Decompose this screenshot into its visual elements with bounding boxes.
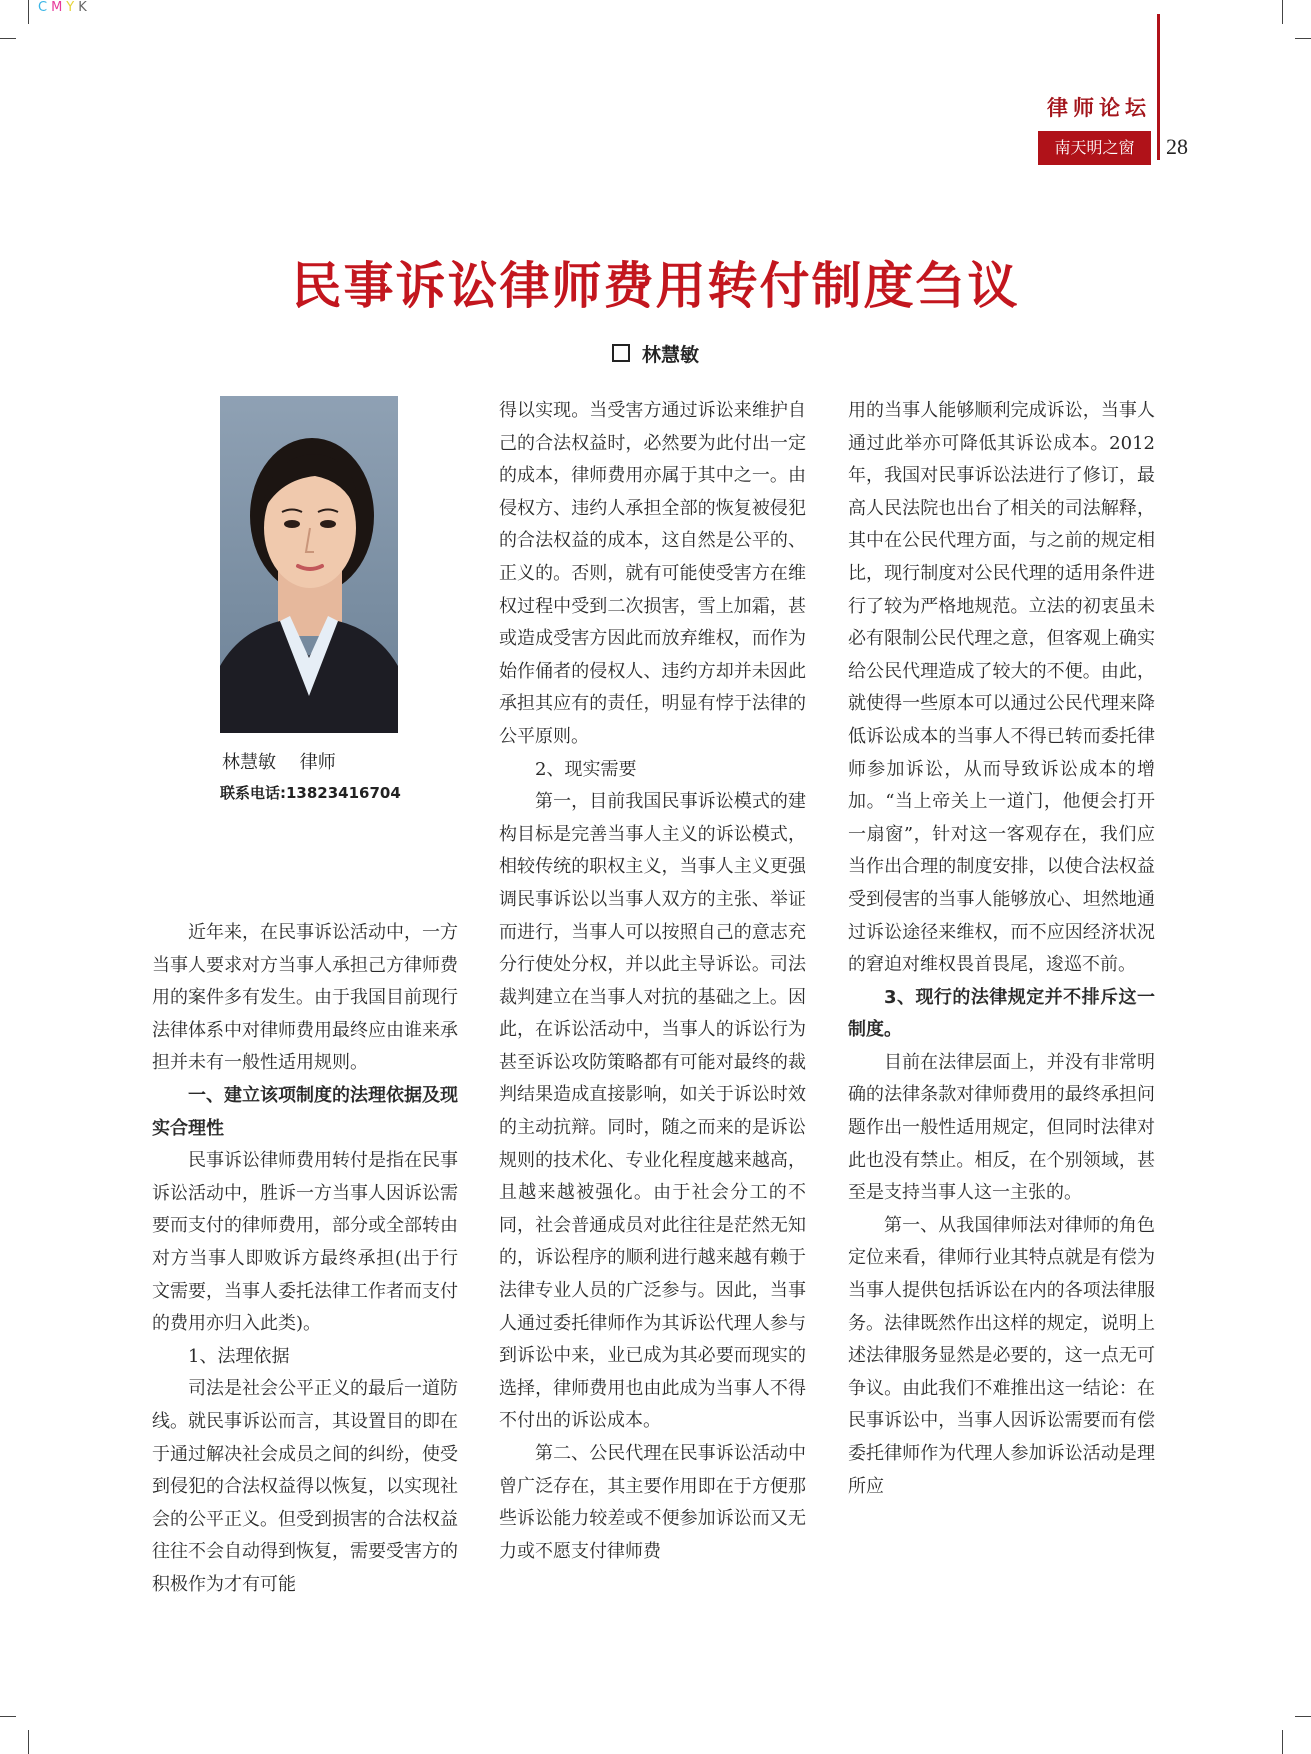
paragraph: 第二、公民代理在民事诉讼活动中曾广泛存在，其主要作用即在于方便那些诉讼能力较差或不便参加诉讼而又无力或不愿支付律师费 (499, 1443, 806, 1562)
crop-mark (0, 38, 16, 39)
crop-mark (28, 1730, 29, 1754)
text-column-3 (848, 395, 1155, 1503)
crop-mark (1282, 1730, 1283, 1754)
column-name-badge: 南天明之窗 (1038, 131, 1151, 165)
page-number: 28 (1166, 134, 1188, 159)
photo-caption-name: 林慧敏 律师 (222, 752, 336, 773)
paragraph: 近年来，在民事诉讼活动中，一方当事人要求对方当事人承担己方律师费用的案件多有发生。由于我国目前现行法律体系中对律师费用最终应由谁来承担并未有一般性适用规则。 (152, 922, 458, 1074)
crop-mark (1295, 38, 1311, 39)
article-title: 民事诉讼律师费用转付制度刍议 (291, 257, 1020, 315)
crop-mark (1282, 0, 1283, 24)
subheading: 3、现行的法律规定并不排斥这一制度。 (848, 986, 1155, 1041)
text-column-1 (152, 917, 458, 1601)
paragraph: 第一、从我国律师法对律师的角色定位来看，律师行业其特点就是有偿为当事人提供包括诉讼在内的各项法律服务。法律既然作出这样的规定，说明上述法律服务显然是必要的，这一点无可争议。由此我们不难推出这一结论：在民事诉讼中，当事人因诉讼需要而有偿委托律师作为代理人参加诉讼活动是理所应 (848, 1214, 1155, 1497)
photo-caption-phone: 联系电话:13823416704 (220, 784, 401, 802)
text-column-2 (499, 395, 806, 1568)
paragraph: 目前在法律层面上，并没有非常明确的法律条款对律师费用的最终承担问题作出一般性适用规定，但同时法律对此也没有禁止。相反，在个别领域，甚至是支持当事人这一主张的。 (848, 1051, 1155, 1204)
header-divider (1157, 14, 1160, 160)
paragraph: 第一，目前我国民事诉讼模式的建构目标是完善当事人主义的诉讼模式，相较传统的职权主义，当事人主义更强调民事诉讼以当事人双方的主张、举证而进行，当事人可以按照自己的意志充分行使处分权，并以此主导诉讼。司法裁判建立在当事人对抗的基础之上。因此，在诉讼活动中，当事人的诉讼行为甚至诉讼攻防策略都有可能对最终的裁判结果造成直接影响，如关于诉讼时效的主动抗辩。同时，随之而来的是诉讼规则的技术化、专业化程度越来越高，且越来越被强化。由于社会分工的不同，社会普通成员对此往往是茫然无知的，诉讼程序的顺利进行越来越有赖于法律专业人员的广泛参与。因此，当事人通过委托律师作为其诉讼代理人参与到诉讼中来，业已成为其必要而现实的选择，律师费用也由此成为当事人不得不付出的诉讼成本。 (499, 791, 806, 1432)
section-title: 律师论坛 (1047, 96, 1151, 120)
crop-mark (28, 0, 29, 24)
paragraph: 用的当事人能够顺利完成诉讼，当事人通过此举亦可降低其诉讼成本。2012年，我国对民事诉讼法进行了修订，最高人民法院也出台了相关的司法解释，其中在公民代理方面，与之前的规定相比，现行制度对公民代理的适用条件进行了较为严格地规范。立法的初衷虽未必有限制公民代理之意，但客观上确实给公民代理造成了较大的不便。由此，就使得一些原本可以通过公民代理来降低诉讼成本的当事人不得已转而委托律师参加诉讼，从而导致诉讼成本的增加。“当上帝关上一道门，他便会打开一扇窗”，针对这一客观存在，我们应当作出合理的制度安排，以使合法权益受到侵害的当事人能够放心、坦然地通过诉讼途径来维权，而不应因经济状况的窘迫对维权畏首畏尾，逡巡不前。 (848, 400, 1155, 976)
paragraph: 司法是社会公平正义的最后一道防线。就民事诉讼而言，其设置目的即在于通过解决社会成员之间的纠纷，使受到侵犯的合法权益得以恢复，以实现社会的公平正义。但受到损害的合法权益往往不会自动得到恢复，需要受害方的积极作为才有可能 (152, 1378, 458, 1595)
paragraph: 民事诉讼律师费用转付是指在民事诉讼活动中，胜诉一方当事人因诉讼需要而支付的律师费用，部分或全部转由对方当事人即败诉方最终承担(出于行文需要，当事人委托法律工作者而支付的费用亦归入此类)。 (152, 1150, 458, 1335)
crop-mark (0, 1716, 16, 1717)
author-photo (220, 396, 398, 733)
color-registration-marks: CMYK (38, 0, 91, 15)
paragraph: 得以实现。当受害方通过诉讼来维护自己的合法权益时，必然要为此付出一定的成本，律师费用亦属于其中之一。由侵权方、违约人承担全部的恢复被侵犯的合法权益的成本，这自然是公平的、正义的。否则，就有可能使受害方在维权过程中受到二次损害，雪上加霜，甚或造成受害方因此而放弃维权，而作为始作俑者的侵权人、违约方却并未因此承担其应有的责任，明显有悖于法律的公平原则。 (499, 400, 806, 747)
article-byline (0, 340, 1311, 367)
section-heading: 一、建立该项制度的法理依据及现实合理性 (152, 1084, 458, 1139)
subheading: 1、法理依据 (188, 1345, 290, 1367)
author-name: 林慧敏 (641, 344, 699, 366)
crop-mark (1295, 1716, 1311, 1717)
square-bullet-icon (612, 344, 630, 362)
subheading: 2、现实需要 (535, 758, 637, 780)
